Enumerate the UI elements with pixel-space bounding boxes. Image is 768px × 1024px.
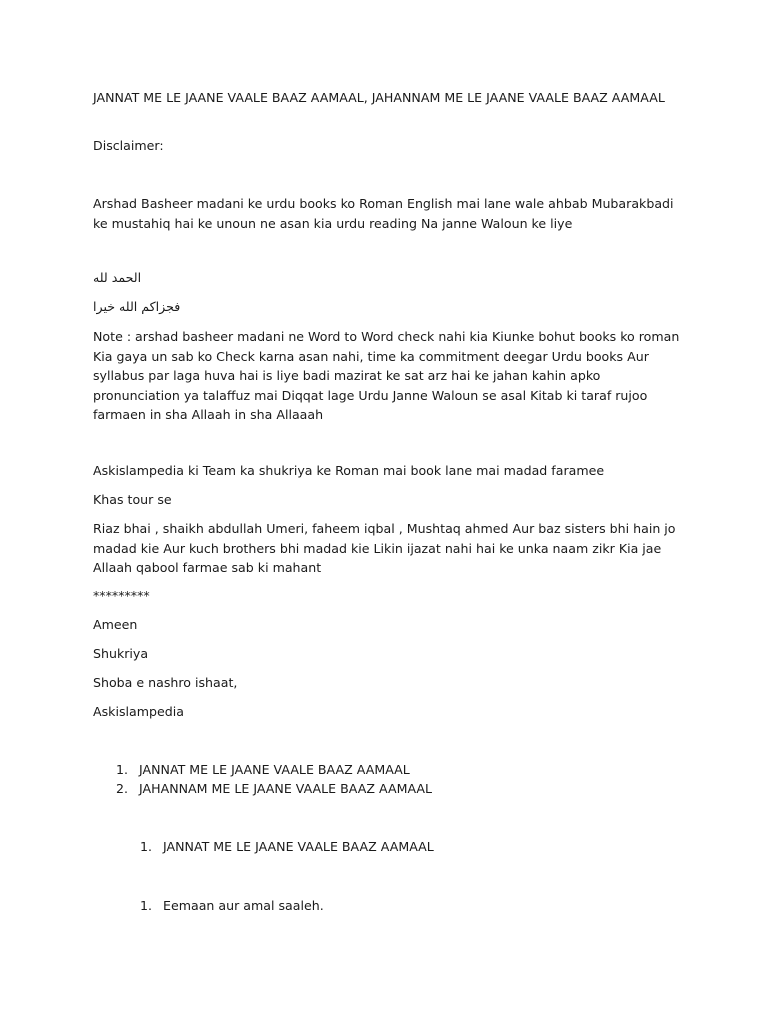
arabic-line-jazakumullah: فجزاكم الله خيرا bbox=[93, 299, 181, 314]
list-number: 1. bbox=[116, 762, 129, 777]
disclaimer-label: Disclaimer: bbox=[93, 138, 164, 153]
subsection-item-text: Eemaan aur amal saaleh. bbox=[163, 898, 324, 913]
intro-paragraph: Arshad Basheer madani ke urdu books ko Roman English mai lane wale ahbab Mubarakbadi ke mustahiq hai ke unoun ne asan kia urdu reading Na janne Waloun ke liye bbox=[93, 196, 674, 231]
khas-tour-line: Khas tour se bbox=[93, 492, 172, 507]
subsection-item bbox=[140, 896, 540, 916]
list-number: 1. bbox=[140, 839, 153, 854]
thanks-team-paragraph: Askislampedia ki Team ka shukriya ke Roman mai book lane mai madad faramee bbox=[93, 463, 605, 478]
note-paragraph: Note : arshad basheer madani ne Word to Word check nahi kia Kiunke bohut books ko roman Kia gaya un sab ko Check karna asan nahi, time ka commitment deegar Urdu books Aur syllabus par laga huva hai is liye badi mazirat ke sat arz hai ke jahan kahin apko pronunciation ya talaffuz mai Diqqat lage Urdu Janne Waloun se asal Kitab ki taraf rujoo farmaen in sha Allaah in sha Allaaah bbox=[93, 329, 680, 422]
list-item bbox=[116, 779, 516, 799]
list-number: 1. bbox=[140, 898, 153, 913]
list-item-text: JANNAT ME LE JAANE VAALE BAAZ AAMAAL bbox=[139, 762, 410, 777]
askislampedia-line: Askislampedia bbox=[93, 704, 184, 719]
section-heading-text: JANNAT ME LE JAANE VAALE BAAZ AAMAAL bbox=[163, 839, 434, 854]
list-number: 2. bbox=[116, 781, 129, 796]
document-title: JANNAT ME LE JAANE VAALE BAAZ AAMAAL, JAHANNAM ME LE JAANE VAALE BAAZ AAMAAL bbox=[93, 90, 665, 105]
stars-separator: ********* bbox=[93, 588, 150, 603]
list-item-text: JAHANNAM ME LE JAANE VAALE BAAZ AAMAAL bbox=[139, 781, 433, 796]
shoba-line: Shoba e nashro ishaat, bbox=[93, 675, 238, 690]
list-item bbox=[116, 760, 516, 780]
names-paragraph: Riaz bhai , shaikh abdullah Umeri, faheem iqbal , Mushtaq ahmed Aur baz sisters bhi hain jo madad kie Aur kuch brothers bhi madad kie Likin ijazat nahi hai ke unka naam zikr Kia jae Allaah qabool farmae sab ki mahant bbox=[93, 521, 676, 575]
shukriya-line: Shukriya bbox=[93, 646, 149, 661]
section-heading bbox=[140, 837, 540, 857]
ameen-line: Ameen bbox=[93, 617, 138, 632]
arabic-line-alhamdulillah: الحمد لله bbox=[93, 270, 142, 285]
